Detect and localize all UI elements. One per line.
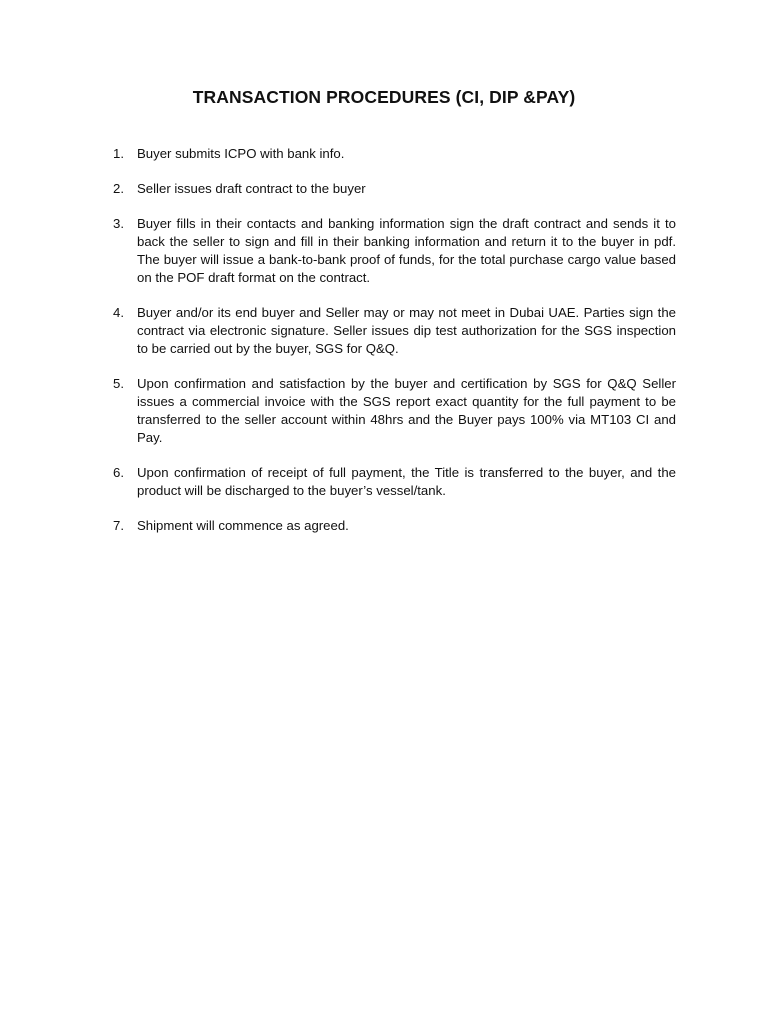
list-item: [110, 145, 676, 163]
item-text: Shipment will commence as agreed.: [137, 518, 349, 533]
item-number: 3.: [113, 216, 124, 231]
document-title: TRANSACTION PROCEDURES (CI, DIP &PAY): [192, 87, 576, 107]
item-text: Buyer submits ICPO with bank info.: [137, 146, 345, 161]
item-text: Upon confirmation of receipt of full payment, the Title is transferred to the buyer, and the product will be discharged to the buyer’s vessel/tank.: [137, 465, 676, 498]
list-item: [110, 464, 676, 500]
item-number: 5.: [113, 376, 124, 391]
item-text: Buyer and/or its end buyer and Seller may or may not meet in Dubai UAE. Parties sign the contract via electronic signature. Seller issues dip test authorization for the SGS inspection to be carried out by the buyer, SGS for Q&Q.: [137, 305, 676, 356]
list-item: [110, 215, 676, 287]
item-number: 6.: [113, 465, 124, 480]
item-number: 1.: [113, 146, 124, 161]
item-number: 2.: [113, 181, 124, 196]
item-text: Seller issues draft contract to the buyer: [137, 181, 366, 196]
list-item: [110, 180, 676, 198]
item-number: 7.: [113, 518, 124, 533]
procedure-list: [110, 145, 676, 552]
list-item: [110, 304, 676, 358]
item-text: Buyer fills in their contacts and banking information sign the draft contract and sends it to back the seller to sign and fill in their banking information and return it to the buyer in pdf. The buyer will issue a bank-to-bank proof of funds, for the total purchase cargo value based on the POF draft format on the contract.: [137, 216, 676, 285]
list-item: [110, 517, 676, 535]
item-number: 4.: [113, 305, 124, 320]
item-text: Upon confirmation and satisfaction by the buyer and certification by SGS for Q&Q Seller issues a commercial invoice with the SGS report exact quantity for the full payment to be transferred to the seller account within 48hrs and the Buyer pays 100% via MT103 CI and Pay.: [137, 376, 676, 445]
list-item: [110, 375, 676, 447]
